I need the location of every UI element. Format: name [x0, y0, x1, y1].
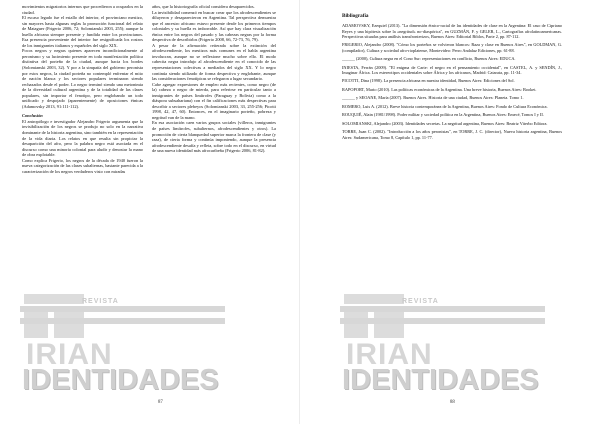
- bibliography-entry: RAPOPORT, Mario (2010). Las políticas económicas de la Argentina. Una breve historia, Buenos Aires: Booket.: [342, 86, 537, 92]
- watermark-title: IDENTIDADES: [342, 364, 539, 396]
- bibliography-heading: Bibliografía: [342, 13, 369, 19]
- watermark-small-text: REVISTA: [402, 298, 439, 305]
- watermark-brand: IRIAN: [26, 338, 113, 371]
- paragraph: Como explica Frigerio, los negros de la década de 1940 fueron la nueva categorización de las clases subalternas, bastante parecida a la caracterización de los negros verdaderos visto con miradas: [22, 157, 143, 174]
- page-number: 88: [450, 400, 455, 405]
- bibliography-entry: ADAMOVSKY, Ezequiel (2013). "La dimensión étnico-racial de las identidades de clase en la Argentina: El caso de Cipriano Reyes y una hipótesis sobre la «negritud» no-diaspórica", en GUZMÁN, F. y GELER, L., Cartografías afrolatinoamericanas. Perspectivas situadas para análisis transfronterizos, Buenos Aires: Editorial Biblos, Parte 2, pp. 87-112.: [342, 23, 562, 39]
- bibliography-entry: ______ (2000), Cultura negra en el Cono Sur: representaciones en conflicto, Buenos Aires: EDUCA.: [342, 56, 516, 62]
- paragraph: El antropólogo e investigador Alejandro Frigerio argumenta que la invisibilización de los negros se produjo no solo en la narrativa dominante de la historia argentina, sino también en la representación de la vida diaria. Los relatos en que resulta sin propiciar la desaparición del afro, pero la palabra negro está asociada en el discurso como una minoría colonial para aludir y denostar la mano de obra explotable.: [22, 118, 143, 158]
- bibliography-entry: INIESTA, Ferrán (2009). "El enigma de Carte: el negro en el pensamiento occidental", en CASTEL, A. y SENDÍN, J., Imaginar África. Los estereotipos occidentales sobre África y los africanos, Madrid: Catarata, pp. 11-34.: [342, 64, 562, 75]
- watermark-small-text: REVISTA: [82, 298, 119, 305]
- section-heading: Conclusión: [22, 113, 43, 119]
- bibliography-entry: FRIGERIO, Alejandro (2008). "Cómo los porteños se volvieron blancos: Raza y clase en Buenos Aires", en GOLDMAN, G. (compilador), Cultura y sociedad afro-rioplatense, Montevideo: Perro Andaluz Ediciones, pp. 61-88.: [342, 42, 562, 53]
- left-page-column-2: [152, 4, 276, 154]
- paragraph: A pesar de la afirmación reiterada sobre la extinción del afrodescendiente, los mestizos más comunes en el habla argentina involucran, aunque no se reflexione mucho sobre ello. El modo cabecita negra introdujo al afrodescendiente en el conocido de las representaciones colectivas a mediados del siglo XX. Y lo negro continúa siendo utilizado de forma despectiva y englobante, aunque las consideraciones fenotípicas se relegaron a lugar secundario.: [152, 42, 276, 82]
- bibliography-entry: ______ y SEOANE, María (2007). Buenos Aires. Historia de una ciudad, Buenos Aires: Planeta. Tomo 1.: [342, 95, 524, 101]
- watermark-bar: [340, 318, 545, 324]
- watermark-bar: [20, 318, 225, 324]
- bibliography-entry: SOLOMIANSKI, Alejandro (2003). Identidades secretas. La negritud argentina, Buenos Aires: Beatriz Viterbo Editora.: [342, 120, 548, 126]
- watermark-logo-left: [20, 294, 230, 414]
- bibliography-entry: PICOTTI, Dina (1998). La presencia africana en nuestra identidad, Buenos Aires: Ediciones del Sol.: [342, 78, 515, 84]
- watermark-brand: IRIAN: [346, 338, 433, 371]
- bibliography-entry: ROMERO, Luis A. (2012). Breve historia contemporánea de la Argentina, Buenos Aires: Fondo de Cultura Económica.: [342, 103, 548, 109]
- left-page-column-1: [22, 4, 143, 174]
- bibliography: [342, 14, 562, 143]
- paragraph: movimientos migratorios internos que procedieron a ocuparlos en la ciudad.: [22, 4, 143, 15]
- page-number: 87: [158, 400, 163, 405]
- paragraph: En esa asociación caen varios grupos sociales (villeros, inmigrantes de países limítrofes, subalternos, afrodescendientes y otros). La promoción de cierta blanquedad superior marca la frontera de clase (y raza), de cierta forma y continúa imponiendo, aunque la presencia afrodescendiente desafía y refleta, sobre todo en el discurso, en virtud de una nueva identidad más afrocaribeña (Frigerio 2006, 81-82).: [152, 120, 276, 154]
- watermark-bar: [340, 306, 545, 312]
- paragraph: La invisibilidad comenzó en buscar crear que los afrodescendientes se diluyeron y desaparecieron en Argentina. Tal perspectiva demuestra que el ancestro africano estuvo presente desde los primeros tiempos coloniales y su huella es imborrable. Así que hay clara visualización étnica entre los negros del pasado y las cabezas negras por la forma despectiva de describirlos (Frigerio 2008, 66, 72-73, 76, 79).: [152, 9, 276, 43]
- paragraph: Pocos negros y negras quienes aparecen incondicionalmente al peronismo y su lucimiento presente en toda manifestación política distintiva del porteño de la ciudad, aunque hacia los bordes (Solomianski 2003, 32). Y por a la simpatía del gobierno peronista por estos negros, la ciudad porteña no contempló enfrentar el mito de nación blanca y los sectores populares terminaron siendo rechazados desde el poder. Lo negro terminó siendo una metonimia de la diversidad cultural argentina y de la totalidad de las clases populares, sin importar el fenotipo, pero englobando un todo unificado y despojado (aparentemente) de oposiciones étnicas (Adamovsky 2013, 91:111-112).: [22, 48, 143, 109]
- bibliography-entry: TORRE, Juan C. (2002). "Introducción a los años peronistas", en TORRE, J. C. (director), Nueva historia argentina, Buenos Aires: Sudamericana, Tomo 8, Capítulo 1, pp. 11-77.: [342, 129, 562, 140]
- watermark-title: IDENTIDADES: [22, 364, 219, 396]
- paragraph: años, que la historiografía oficial considera desaparecidos.: [152, 4, 255, 9]
- watermark-bar: [20, 306, 225, 312]
- bibliography-entry: ROUQUIÉ, Alain (1981/1998). Poder militar y sociedad política en la Argentina, Buenos Aires: Emecé, Tomos I y II.: [342, 112, 544, 118]
- paragraph: Cabe agregar expresiones de empleo más recientes, como negro (de la) cabeza o negro de mierda, para referirse en particular tanto a inmigrantes de países limítrofes (Paraguay y Bolivia) como a la diáspora subsahariana) con el fin calificaciones más despectivas para describir a sectores plebeyos (Solomianski 2003, 33, 255-256; Picotti 1998, 42, 47, 60). Entonces, en el imaginario porteño, pobreza y negritud van de la mano.: [152, 81, 276, 120]
- watermark-logo-right: [340, 294, 550, 414]
- paragraph: El escaso legado fue el estallo del interior, el provinciano mestizo, sin mayores hasta algunas reglas la promoción funcional del relato de Mataguer (Frigerio 2006, 72; Solomianski 2003, 255); aunque la huella africana siempre presente y fundida entre los provincianos. Esa presencia proveniente del interior fue resignificada los rostros de los inmigrantes italianos y españoles del siglo XIX.: [22, 15, 143, 48]
